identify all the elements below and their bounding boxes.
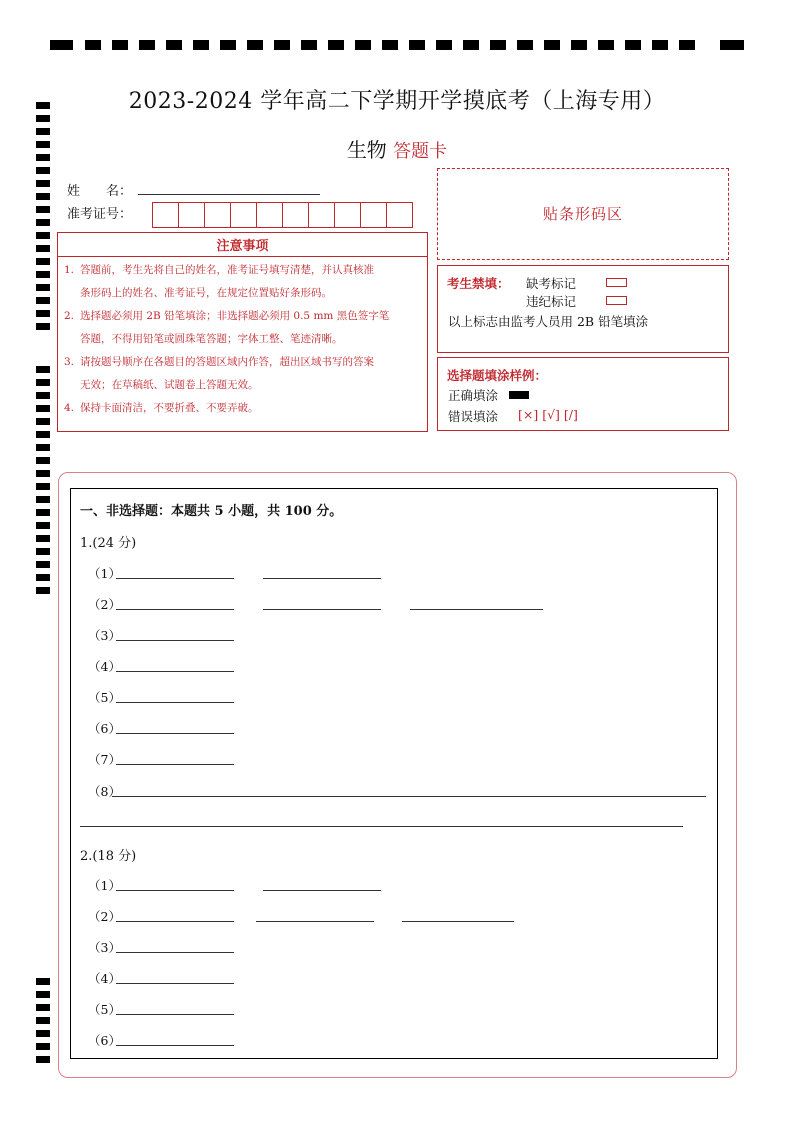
q1-sub-6: （6） [88,721,121,736]
q2-label: 2.(18 分) [80,849,137,864]
q1-sub-7: （7） [88,752,121,767]
q2-sub-5: （5） [88,1002,121,1017]
q2-sub-1: （1） [88,878,121,893]
q1-2-answer-c[interactable] [410,609,543,610]
q1-6-answer[interactable] [116,733,234,734]
violation-label: 违纪标记 [526,294,577,309]
q2-6-answer[interactable] [116,1045,234,1046]
q2-5-answer[interactable] [116,1014,234,1015]
q1-5-answer[interactable] [116,702,234,703]
q1-4-answer[interactable] [116,671,234,672]
fill-example-title: 选择题填涂样例： [447,368,548,383]
subject-name: 生物 [346,138,387,162]
q1-7-answer[interactable] [116,764,234,765]
forbidden-label: 考生禁填： [447,276,510,291]
notice-item-4: 4. 保持卡面清洁，不要折叠、不要弄破。 [64,402,259,414]
q1-sub-5: （5） [88,690,121,705]
name-field[interactable] [138,194,320,195]
wrong-fill-marks: [×] [√] [/] [518,407,578,422]
q1-label: 1.(24 分) [80,536,137,551]
q1-1-answer-b[interactable] [263,578,381,579]
correct-fill-label: 正确填涂 [448,388,499,403]
barcode-area [437,168,729,260]
q1-8-answer-line-2[interactable] [80,826,683,827]
q1-3-answer[interactable] [116,640,234,641]
q1-8-answer-line-1[interactable] [112,796,706,797]
name-label: 姓 名： [67,184,133,199]
correct-fill-sample [509,391,529,399]
exam-id-label: 准考证号： [67,207,133,222]
absent-mark[interactable] [606,278,627,287]
notice-title: 注意事项 [216,239,269,254]
q2-2-answer-c[interactable] [402,921,514,922]
q1-2-answer-b[interactable] [263,609,381,610]
barcode-label: 贴条形码区 [542,205,623,223]
section-title: 一、非选择题：本题共 5 小题，共 100 分。 [80,504,343,519]
violation-mark[interactable] [606,296,627,305]
q1-sub-1: （1） [88,566,121,581]
fill-example-box [437,357,729,431]
q2-sub-3: （3） [88,940,121,955]
q2-1-answer-a[interactable] [116,890,234,891]
card-label: 答题卡 [393,141,448,162]
q2-sub-4: （4） [88,971,121,986]
q2-1-answer-b[interactable] [263,890,381,891]
absent-label: 缺考标记 [526,276,577,291]
q1-1-answer-a[interactable] [116,578,234,579]
forbidden-note: 以上标志由监考人员用 2B 铅笔填涂 [448,314,649,329]
forbidden-box [437,265,729,353]
notice-item-1: 1. 答题前，考生先将自己的姓名，准考证号填写清楚，并认真核准 条形码上的姓名、准考证号，在规定位置贴好条形码。 [64,264,374,299]
answer-area [70,488,718,1059]
q2-sub-2: （2） [88,909,121,924]
notice-item-2: 2. 选择题必须用 2B 铅笔填涂；非选择题必须用 0.5 mm 黑色签字笔 答题，不得用铅笔或圆珠笔答题；字体工整、笔迹清晰。 [64,310,390,345]
exam-title: 2023-2024 学年高二下学期开学摸底考（上海专用） [128,89,666,114]
q1-2-answer-a[interactable] [116,609,234,610]
q1-sub-4: （4） [88,659,121,674]
notice-item-3: 3. 请按题号顺序在各题目的答题区域内作答，超出区域书写的答案 无效；在草稿纸、试题卷上答题无效。 [64,356,374,391]
subject-heading [0,134,794,163]
q2-4-answer[interactable] [116,983,234,984]
q2-3-answer[interactable] [116,952,234,953]
q1-sub-8: （8） [88,784,121,799]
q1-sub-2: （2） [88,597,121,612]
notice-box [57,232,428,432]
q2-2-answer-a[interactable] [116,921,234,922]
q2-2-answer-b[interactable] [256,921,374,922]
q1-sub-3: （3） [88,628,121,643]
exam-id-cells[interactable] [152,202,413,228]
wrong-fill-label: 错误填涂 [448,409,499,424]
q2-sub-6: （6） [88,1033,121,1048]
